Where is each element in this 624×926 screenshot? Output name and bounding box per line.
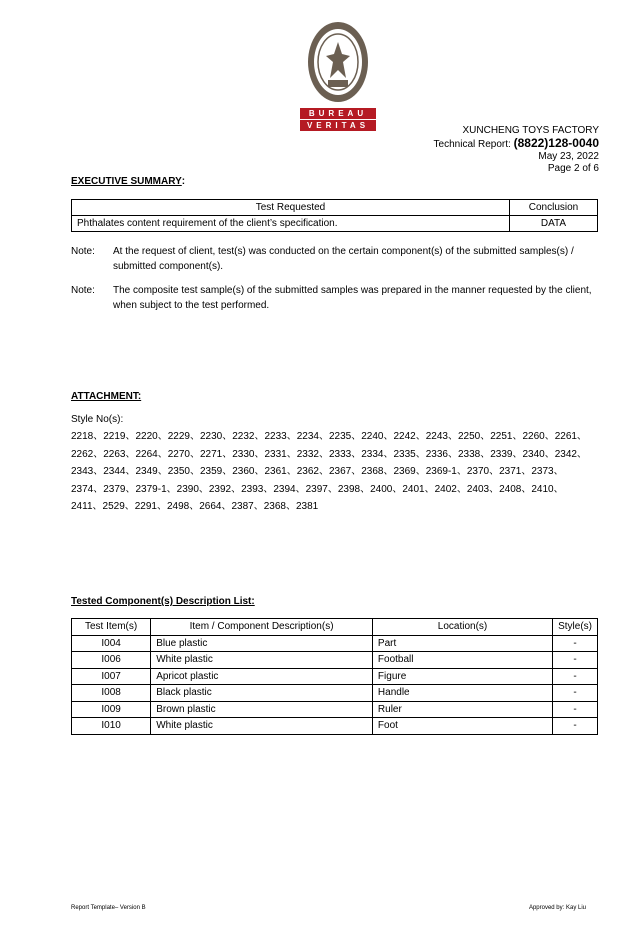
style-cell: - [553, 701, 598, 718]
report-date: May 23, 2022 [538, 151, 599, 162]
footer-approved-by: Approved by: Kay Liu [528, 905, 586, 911]
location-cell: Football [372, 652, 552, 669]
report-number-line [434, 137, 599, 151]
company-name: XUNCHENG TOYS FACTORY [462, 125, 599, 136]
style-cell: - [553, 685, 598, 702]
style-cell: - [553, 635, 598, 652]
executive-summary-table [71, 199, 598, 232]
components-table [71, 618, 598, 735]
test-item-cell: I010 [72, 718, 151, 735]
description-cell: Brown plastic [151, 701, 373, 718]
column-header: Test Requested [72, 200, 510, 216]
note-2 [71, 283, 601, 313]
style-cell: - [553, 718, 598, 735]
column-header: Style(s) [553, 619, 598, 636]
table-row [72, 718, 598, 735]
note-text: At the request of client, test(s) was conducted on the certain component(s) of the submitted samples(s) / submitted component(s). [113, 246, 574, 272]
style-numbers-block [71, 413, 601, 516]
note-label: Note: [71, 246, 95, 257]
description-cell: Apricot plastic [151, 668, 373, 685]
description-cell: Blue plastic [151, 635, 373, 652]
style-cell: - [553, 652, 598, 669]
test-item-cell: I009 [72, 701, 151, 718]
report-header [434, 125, 599, 175]
style-number-line: 2411、2529、2291、2498、2664、2387、2368、2381 [71, 501, 319, 512]
heading-colon: : [181, 176, 186, 187]
location-cell: Handle [372, 685, 552, 702]
conclusion-cell: DATA [510, 216, 598, 232]
executive-summary-heading [71, 176, 185, 187]
style-number-line: 2343、2344、2349、2350、2359、2360、2361、2362、2367、2368、2369、2369-1、2370、2371、2373、 [71, 466, 564, 477]
table-row [72, 668, 598, 685]
report-label: Technical Report: [433, 139, 514, 150]
location-cell: Figure [372, 668, 552, 685]
style-number-line: 2262、2263、2264、2270、2271、2330、2331、2332、2333、2334、2335、2336、2338、2339、2340、2342、 [71, 448, 587, 460]
bureau-veritas-logo [300, 20, 376, 130]
components-heading: Tested Component(s) Description List: [71, 596, 255, 607]
column-header: Conclusion [510, 200, 598, 216]
logo-word-bureau: BUREAU [300, 108, 376, 119]
location-cell: Ruler [372, 701, 552, 718]
table-row [72, 701, 598, 718]
description-cell: White plastic [151, 718, 373, 735]
column-header: Test Item(s) [72, 619, 151, 636]
table-row [72, 635, 598, 652]
column-header: Item / Component Description(s) [151, 619, 373, 636]
description-cell: White plastic [151, 652, 373, 669]
location-cell: Part [372, 635, 552, 652]
style-number-line: 2218、2219、2220、2229、2230、2232、2233、2234、2235、2240、2242、2243、2250、2251、2260、2261、 [71, 431, 587, 442]
report-number: (8822)128-0040 [513, 136, 599, 150]
test-item-cell: I008 [72, 685, 151, 702]
column-header: Location(s) [372, 619, 552, 636]
note-1 [71, 244, 601, 274]
style-cell: - [553, 668, 598, 685]
test-item-cell: I006 [72, 652, 151, 669]
style-label: Style No(s): [71, 414, 124, 425]
style-number-line: 2374、2379、2379-1、2390、2392、2393、2394、2397、2398、2400、2401、2402、2403、2408、2410、 [71, 483, 564, 495]
test-item-cell: I007 [72, 668, 151, 685]
note-text: The composite test sample(s) of the submitted samples was prepared in the manner requested by the client, when subject to the test performed. [113, 285, 592, 311]
logo-word-veritas: VERITAS [300, 120, 376, 131]
executive-summary-heading-text: EXECUTIVE SUMMARY [71, 176, 182, 187]
attachment-heading: ATTACHMENT: [71, 391, 142, 402]
test-item-cell: I004 [72, 635, 151, 652]
table-row [72, 216, 598, 232]
table-header-row [72, 200, 598, 216]
test-requested-cell: Phthalates content requirement of the client’s specification. [72, 216, 510, 232]
note-label: Note: [71, 285, 95, 296]
page-number: Page 2 of 6 [547, 163, 599, 174]
footer-template-version: Report Template– Version B [71, 905, 146, 911]
seal-icon [306, 20, 370, 104]
description-cell: Black plastic [151, 685, 373, 702]
table-header-row [72, 619, 598, 636]
location-cell: Foot [372, 718, 552, 735]
table-row [72, 652, 598, 669]
table-row [72, 685, 598, 702]
